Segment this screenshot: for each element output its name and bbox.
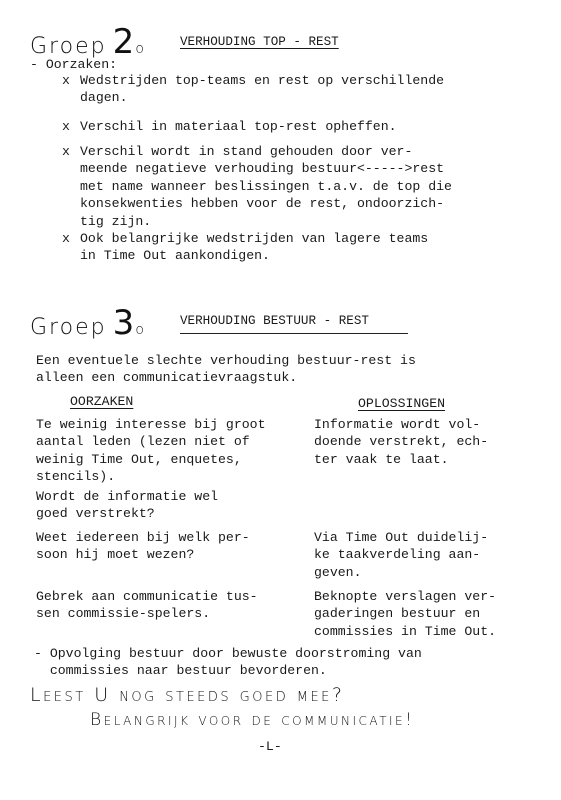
groep2-suffix: o: [135, 41, 145, 57]
oplossing-line: Via Time Out duidelij-: [314, 530, 489, 545]
oorzaak-line: sen commissie-spelers.: [36, 606, 211, 622]
groep3-heading: [30, 303, 145, 343]
oorzaak-line: Gebrek aan communicatie tus-: [36, 589, 258, 604]
groep2-item-line: met name wanneer beslissingen t.a.v. de top die: [80, 178, 452, 194]
oplossing-line: gaderingen bestuur en: [314, 606, 481, 622]
oorzaak-line: weinig Time Out, enquetes,: [36, 451, 242, 467]
groep3-title-underline: [180, 333, 408, 334]
groep2-number: 2: [112, 22, 136, 62]
bullet-marker: x: [62, 119, 70, 134]
groep3-label: Groep: [30, 315, 107, 340]
oplossing-line: ke taakverdeling aan-: [314, 547, 481, 563]
groep3-intro-line2: alleen een communicatievraagstuk.: [36, 370, 298, 385]
oorzaak-line: Te weinig interesse bij groot: [36, 417, 266, 432]
groep2-item-line: dagen.: [80, 90, 128, 106]
groep3-title: VERHOUDING BESTUUR - REST: [180, 314, 369, 328]
oorzaak-line: stencils).: [36, 469, 116, 485]
page-number: -L-: [258, 739, 282, 754]
groep2-item-line: Verschil in materiaal top-rest opheffen.: [80, 119, 397, 134]
oorzaak-line: goed verstrekt?: [36, 506, 155, 522]
groep2-label: Groep: [30, 34, 107, 59]
oorzaak-line: aantal leden (lezen niet of: [36, 434, 250, 450]
oplossing-line: geven.: [314, 564, 362, 580]
groep3-suffix: o: [135, 322, 145, 338]
oplossing-line: Informatie wordt vol-: [314, 417, 481, 432]
groep2-item-line: konsekwenties hebben voor de rest, ondoorzich-: [80, 196, 445, 212]
bullet-marker: x: [62, 231, 70, 246]
groep2-item-line: Wedstrijden top-teams en rest op verschillende: [80, 73, 445, 88]
groep2-title: VERHOUDING TOP - REST: [180, 35, 339, 49]
oorzaak-line: Weet iedereen bij welk per-: [36, 530, 250, 545]
groep2-intro: - Oorzaken:: [30, 57, 118, 72]
handwritten-line1: Leest U nog steeds goed mee?: [30, 684, 345, 706]
oplossing-line: commissies in Time Out.: [314, 623, 497, 639]
bullet-marker: x: [62, 73, 70, 88]
bullet-marker: x: [62, 144, 70, 159]
groep2-item-line: tig zijn.: [80, 213, 152, 229]
handwritten-line2: Belangrijk voor de communicatie!: [90, 710, 415, 730]
oplossing-line: ter vaak te laat.: [314, 451, 449, 467]
groep3-intro-line1: Een eventuele slechte verhouding bestuur-rest is: [36, 353, 416, 368]
groep2-item-line: Ook belangrijke wedstrijden van lagere teams: [80, 231, 429, 246]
groep3-footer-line1: - Opvolging bestuur door bewuste doorstroming van: [34, 646, 422, 661]
groep3-number: 3: [112, 303, 136, 343]
oplossing-line: doende verstrekt, ech-: [314, 434, 489, 450]
oorzaak-line: Wordt de informatie wel: [36, 489, 219, 504]
groep3-footer-line2: commissies naar bestuur bevorderen.: [34, 663, 327, 678]
oorzaak-line: soon hij moet wezen?: [36, 547, 195, 563]
column-header-oorzaken: OORZAKEN: [70, 394, 134, 409]
groep2-item-line: Verschil wordt in stand gehouden door ver-: [80, 144, 413, 159]
oplossing-line: Beknopte verslagen ver-: [314, 589, 497, 604]
groep2-item-line: meende negatieve verhouding bestuur<----->rest: [80, 161, 445, 177]
groep2-item-line: in Time Out aankondigen.: [80, 248, 270, 264]
column-header-oplossingen: OPLOSSINGEN: [358, 396, 446, 411]
